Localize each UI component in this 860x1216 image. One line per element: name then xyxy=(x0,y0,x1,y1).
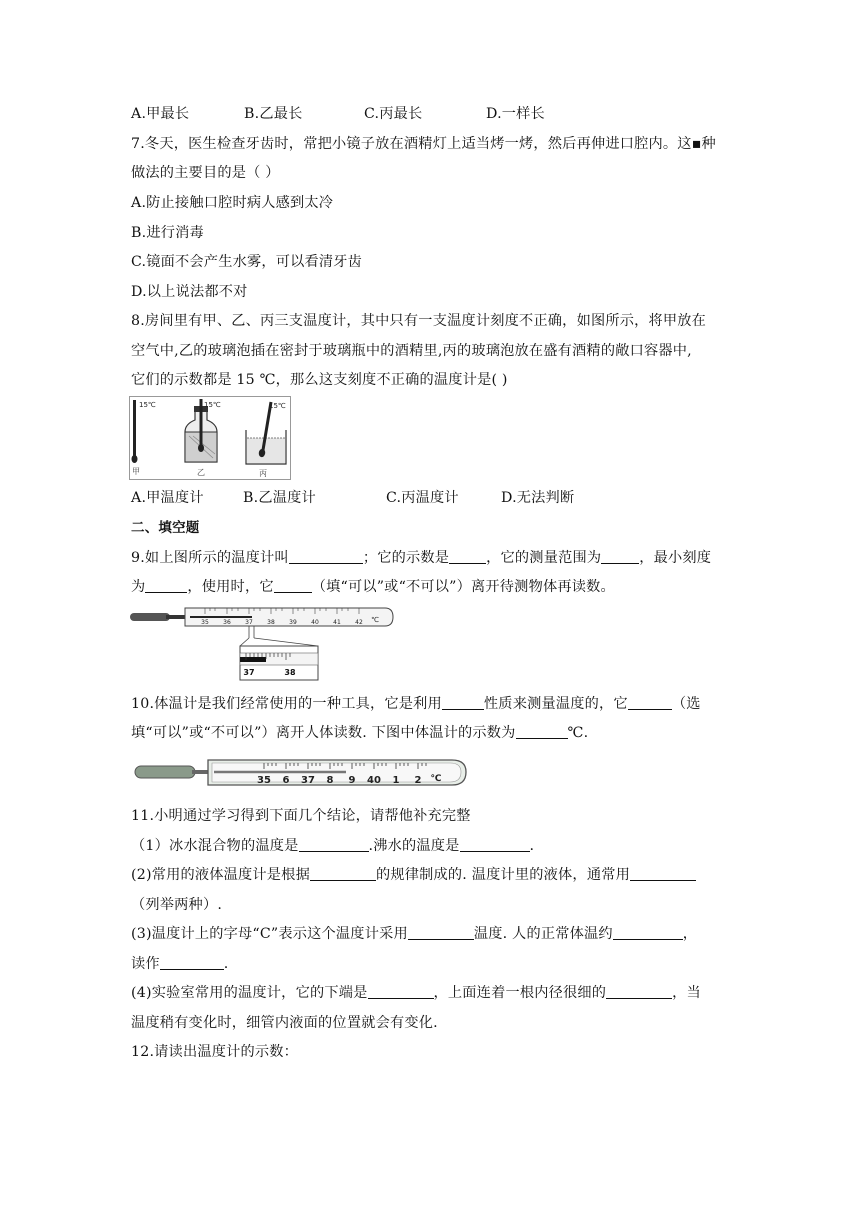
q7-option-a: A.防止接触口腔时病人感到太冷 xyxy=(131,195,334,211)
scale-label: 35 xyxy=(201,619,209,626)
q8-thermometer-figure xyxy=(129,396,291,480)
q11-text: 温度. 人的正常体温约 xyxy=(473,926,613,942)
answer-blank[interactable] xyxy=(145,578,187,593)
q10-text: ℃. xyxy=(567,725,589,741)
unit-label: ℃ xyxy=(430,774,442,784)
answer-blank[interactable] xyxy=(516,724,568,739)
q7-stem-line1: 7.冬天，医生检查牙齿时，常把小镜子放在酒精灯上适当烤一烤，然后再伸进口腔内。这▪种 xyxy=(131,136,716,152)
scale-label: 35 xyxy=(257,775,271,786)
q8-stem-line3: 它们的示数都是 15 ℃，那么这支刻度不正确的温度计是( ) xyxy=(131,372,508,388)
q6-options xyxy=(131,104,545,124)
q11-text: 读作 xyxy=(131,956,160,972)
q10-clinical-thermometer-figure xyxy=(134,757,470,789)
q11-text: ，上面连着一根内径很细的 xyxy=(433,985,607,1001)
q9-text: ，它的测量范围为 xyxy=(486,550,602,566)
scale-label: 9 xyxy=(348,775,356,786)
q9-clinical-thermometer-figure xyxy=(130,602,395,682)
q9-text: ，使用时，它 xyxy=(187,579,274,595)
scale-label: 1 xyxy=(392,775,400,786)
q8-stem-line2: 空气中,乙的玻璃泡插在密封于玻璃瓶中的酒精里,丙的玻璃泡放在盛有酒精的敞口容器中, xyxy=(131,343,692,359)
q9-line2 xyxy=(131,577,615,597)
q7-option-b: B.进行消毒 xyxy=(131,225,204,241)
q8-options xyxy=(131,488,574,508)
q11-text: (4)实验室常用的温度计，它的下端是 xyxy=(131,985,368,1001)
q11-text: 的规律制成的. 温度计里的液体，通常用 xyxy=(375,867,630,883)
option-c: C.丙最长 xyxy=(364,106,423,122)
scale-label: 41 xyxy=(333,619,341,626)
answer-blank[interactable] xyxy=(274,578,312,593)
answer-blank[interactable] xyxy=(613,925,683,940)
option-b: B.乙最长 xyxy=(244,106,303,122)
answer-blank[interactable] xyxy=(460,837,530,852)
q11-part3-line1 xyxy=(131,924,697,944)
answer-blank[interactable] xyxy=(449,549,486,564)
scale-label: 40 xyxy=(311,619,319,626)
q10-text: （选 xyxy=(671,696,701,712)
reading-jia: 15℃ xyxy=(139,401,156,409)
scale-label: 38 xyxy=(267,619,275,626)
q9-text: ；它的示数是 xyxy=(362,550,450,566)
q12-stem: 12.请读出温度计的示数： xyxy=(131,1044,299,1060)
q11-text: . xyxy=(529,838,535,854)
option-b: B.乙温度计 xyxy=(243,490,316,506)
q10-text: 填“可以”或“不可以”）离开人体读数. 下图中体温计的示数为 xyxy=(131,725,516,741)
q11-text: . xyxy=(223,956,229,972)
q7-stem-line2: 做法的主要目的是（ ） xyxy=(131,165,280,181)
q11-text: ，当 xyxy=(672,985,701,1001)
section-title: 二、填空题 xyxy=(131,520,200,536)
answer-blank[interactable] xyxy=(299,837,369,852)
q11-text: （1）冰水混合物的温度是 xyxy=(131,838,299,854)
option-d: D.无法判断 xyxy=(501,490,575,506)
scale-label: 8 xyxy=(326,775,334,786)
scale-label: 2 xyxy=(414,775,422,786)
q9-text: ，最小刻度 xyxy=(639,550,712,566)
answer-blank[interactable] xyxy=(601,549,639,564)
q8-stem-line1: 8.房间里有甲、乙、丙三支温度计，其中只有一支温度计刻度不正确，如图所示，将甲放在 xyxy=(131,313,707,329)
answer-blank[interactable] xyxy=(628,695,672,710)
scale-label: 36 xyxy=(223,619,231,626)
option-c: C.丙温度计 xyxy=(386,490,459,506)
scale-label: 6 xyxy=(282,775,290,786)
answer-blank[interactable] xyxy=(368,984,434,999)
label-jia: 甲 xyxy=(132,467,140,476)
option-d: D.一样长 xyxy=(486,106,545,122)
q9-text: 9.如上图所示的温度计叫 xyxy=(131,550,289,566)
answer-blank[interactable] xyxy=(630,866,696,881)
q11-part1 xyxy=(131,836,534,856)
option-a: A.甲最长 xyxy=(131,106,190,122)
q11-part3-line2 xyxy=(131,954,229,974)
q11-text: (2)常用的液体温度计是根据 xyxy=(131,867,310,883)
q11-part4-line2: 温度稍有变化时，细管内液面的位置就会有变化. xyxy=(131,1015,438,1031)
q11-intro: 11.小明通过学习得到下面几个结论，请帮他补充完整 xyxy=(131,808,471,824)
reading-bing: 15℃ xyxy=(269,402,286,410)
q10-text: 性质来测量温度的，它 xyxy=(483,696,628,712)
zoom-label: 37 xyxy=(243,668,255,677)
answer-blank[interactable] xyxy=(160,955,224,970)
scale-label: 39 xyxy=(289,619,297,626)
q7-option-d: D.以上说法都不对 xyxy=(131,284,248,300)
label-yi: 乙 xyxy=(197,468,205,477)
option-a: A.甲温度计 xyxy=(131,490,204,506)
q11-part2-line1 xyxy=(131,865,696,885)
q9-text: （填“可以”或“不可以”）离开待测物体再读数。 xyxy=(311,579,615,595)
reading-yi: 15℃ xyxy=(204,401,221,409)
scale-label: 37 xyxy=(301,775,315,786)
answer-blank[interactable] xyxy=(442,695,484,710)
zoom-label: 38 xyxy=(284,668,296,677)
q9-line1 xyxy=(131,548,711,568)
q10-line1 xyxy=(131,694,701,714)
answer-blank[interactable] xyxy=(606,984,672,999)
q11-text: (3)温度计上的字母“C”表示这个温度计采用 xyxy=(131,926,408,942)
label-bing: 丙 xyxy=(259,469,267,478)
scale-label: 37 xyxy=(245,619,253,626)
q11-text: ， xyxy=(682,926,698,942)
q11-part4-line1 xyxy=(131,983,701,1003)
answer-blank[interactable] xyxy=(408,925,474,940)
q10-text: 10.体温计是我们经常使用的一种工具，它是利用 xyxy=(131,696,442,712)
answer-blank[interactable] xyxy=(289,549,363,564)
q11-part2-line2: （列举两种）. xyxy=(131,897,223,913)
unit-label: ℃ xyxy=(371,616,379,624)
answer-blank[interactable] xyxy=(310,866,376,881)
scale-label: 42 xyxy=(355,619,363,626)
q9-text: 为 xyxy=(131,579,146,595)
q7-option-c: C.镜面不会产生水雾，可以看清牙齿 xyxy=(131,254,363,270)
q10-line2 xyxy=(131,723,588,743)
q11-text: .沸水的温度是 xyxy=(368,838,460,854)
scale-label: 40 xyxy=(367,775,381,786)
